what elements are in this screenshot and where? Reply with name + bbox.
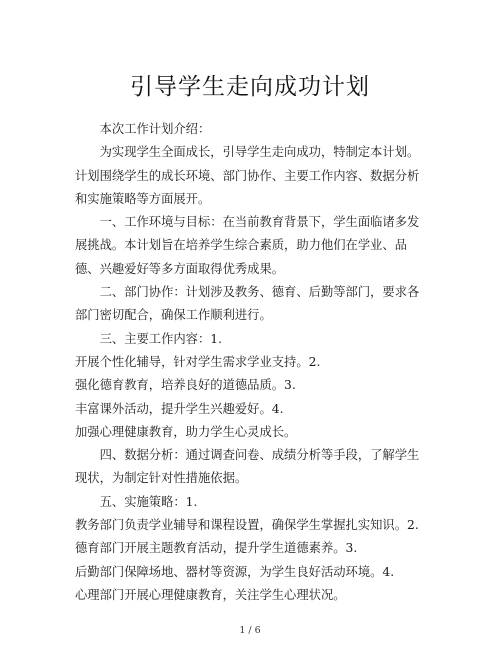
paragraph: 教务部门负责学业辅导和课程设置，确保学生掌握扎实知识。2. xyxy=(75,518,419,533)
paragraph: 本次工作计划介绍： xyxy=(99,122,211,136)
paragraph: 丰富课外活动，提升学生兴趣爱好。4. xyxy=(75,401,284,416)
paragraph: 三、主要工作内容：1. xyxy=(99,331,222,346)
paragraph: 强化德育教育，培养良好的道德品质。3. xyxy=(75,378,296,393)
paragraph: 二、部门协作：计划涉及教务、德育、后勤等部门，要求各部门密切配合，确保工作顺利进行。 xyxy=(75,285,420,323)
paragraph: 五、实施策略：1. xyxy=(99,494,198,509)
paragraph: 开展个性化辅导，针对学生需求学业支持。2. xyxy=(75,354,321,369)
paragraph: 四、数据分析：通过调查问卷、成绩分析等手段，了解学生现状，为制定针对性措施依据。 xyxy=(75,448,420,486)
paragraph: 加强心理健康教育，助力学生心灵成长。 xyxy=(75,424,297,439)
document-title: 引导学生走向成功计划 xyxy=(130,74,370,100)
page-number: 1 / 6 xyxy=(239,625,261,636)
paragraph: 心理部门开展心理健康教育，关注学生心理状况。 xyxy=(75,587,346,602)
paragraph: 后勤部门保障场地、器材等资源，为学生良好活动环境。4. xyxy=(75,564,395,579)
paragraph: 一、工作环境与目标：在当前教育背景下，学生面临诸多发展挑战。本计划旨在培养学生综合素质，助力他们在学业、品德、兴趣爱好等多方面取得优秀成果。 xyxy=(75,215,420,276)
document-body xyxy=(75,118,425,607)
paragraph: 为实现学生全面成长，引导学生走向成功，特制定本计划。计划围绕学生的成长环境、部门协作、主要工作内容、数据分析和实施策略等方面展开。 xyxy=(75,145,420,206)
paragraph: 德育部门开展主题教育活动，提升学生道德素养。3. xyxy=(75,541,358,556)
